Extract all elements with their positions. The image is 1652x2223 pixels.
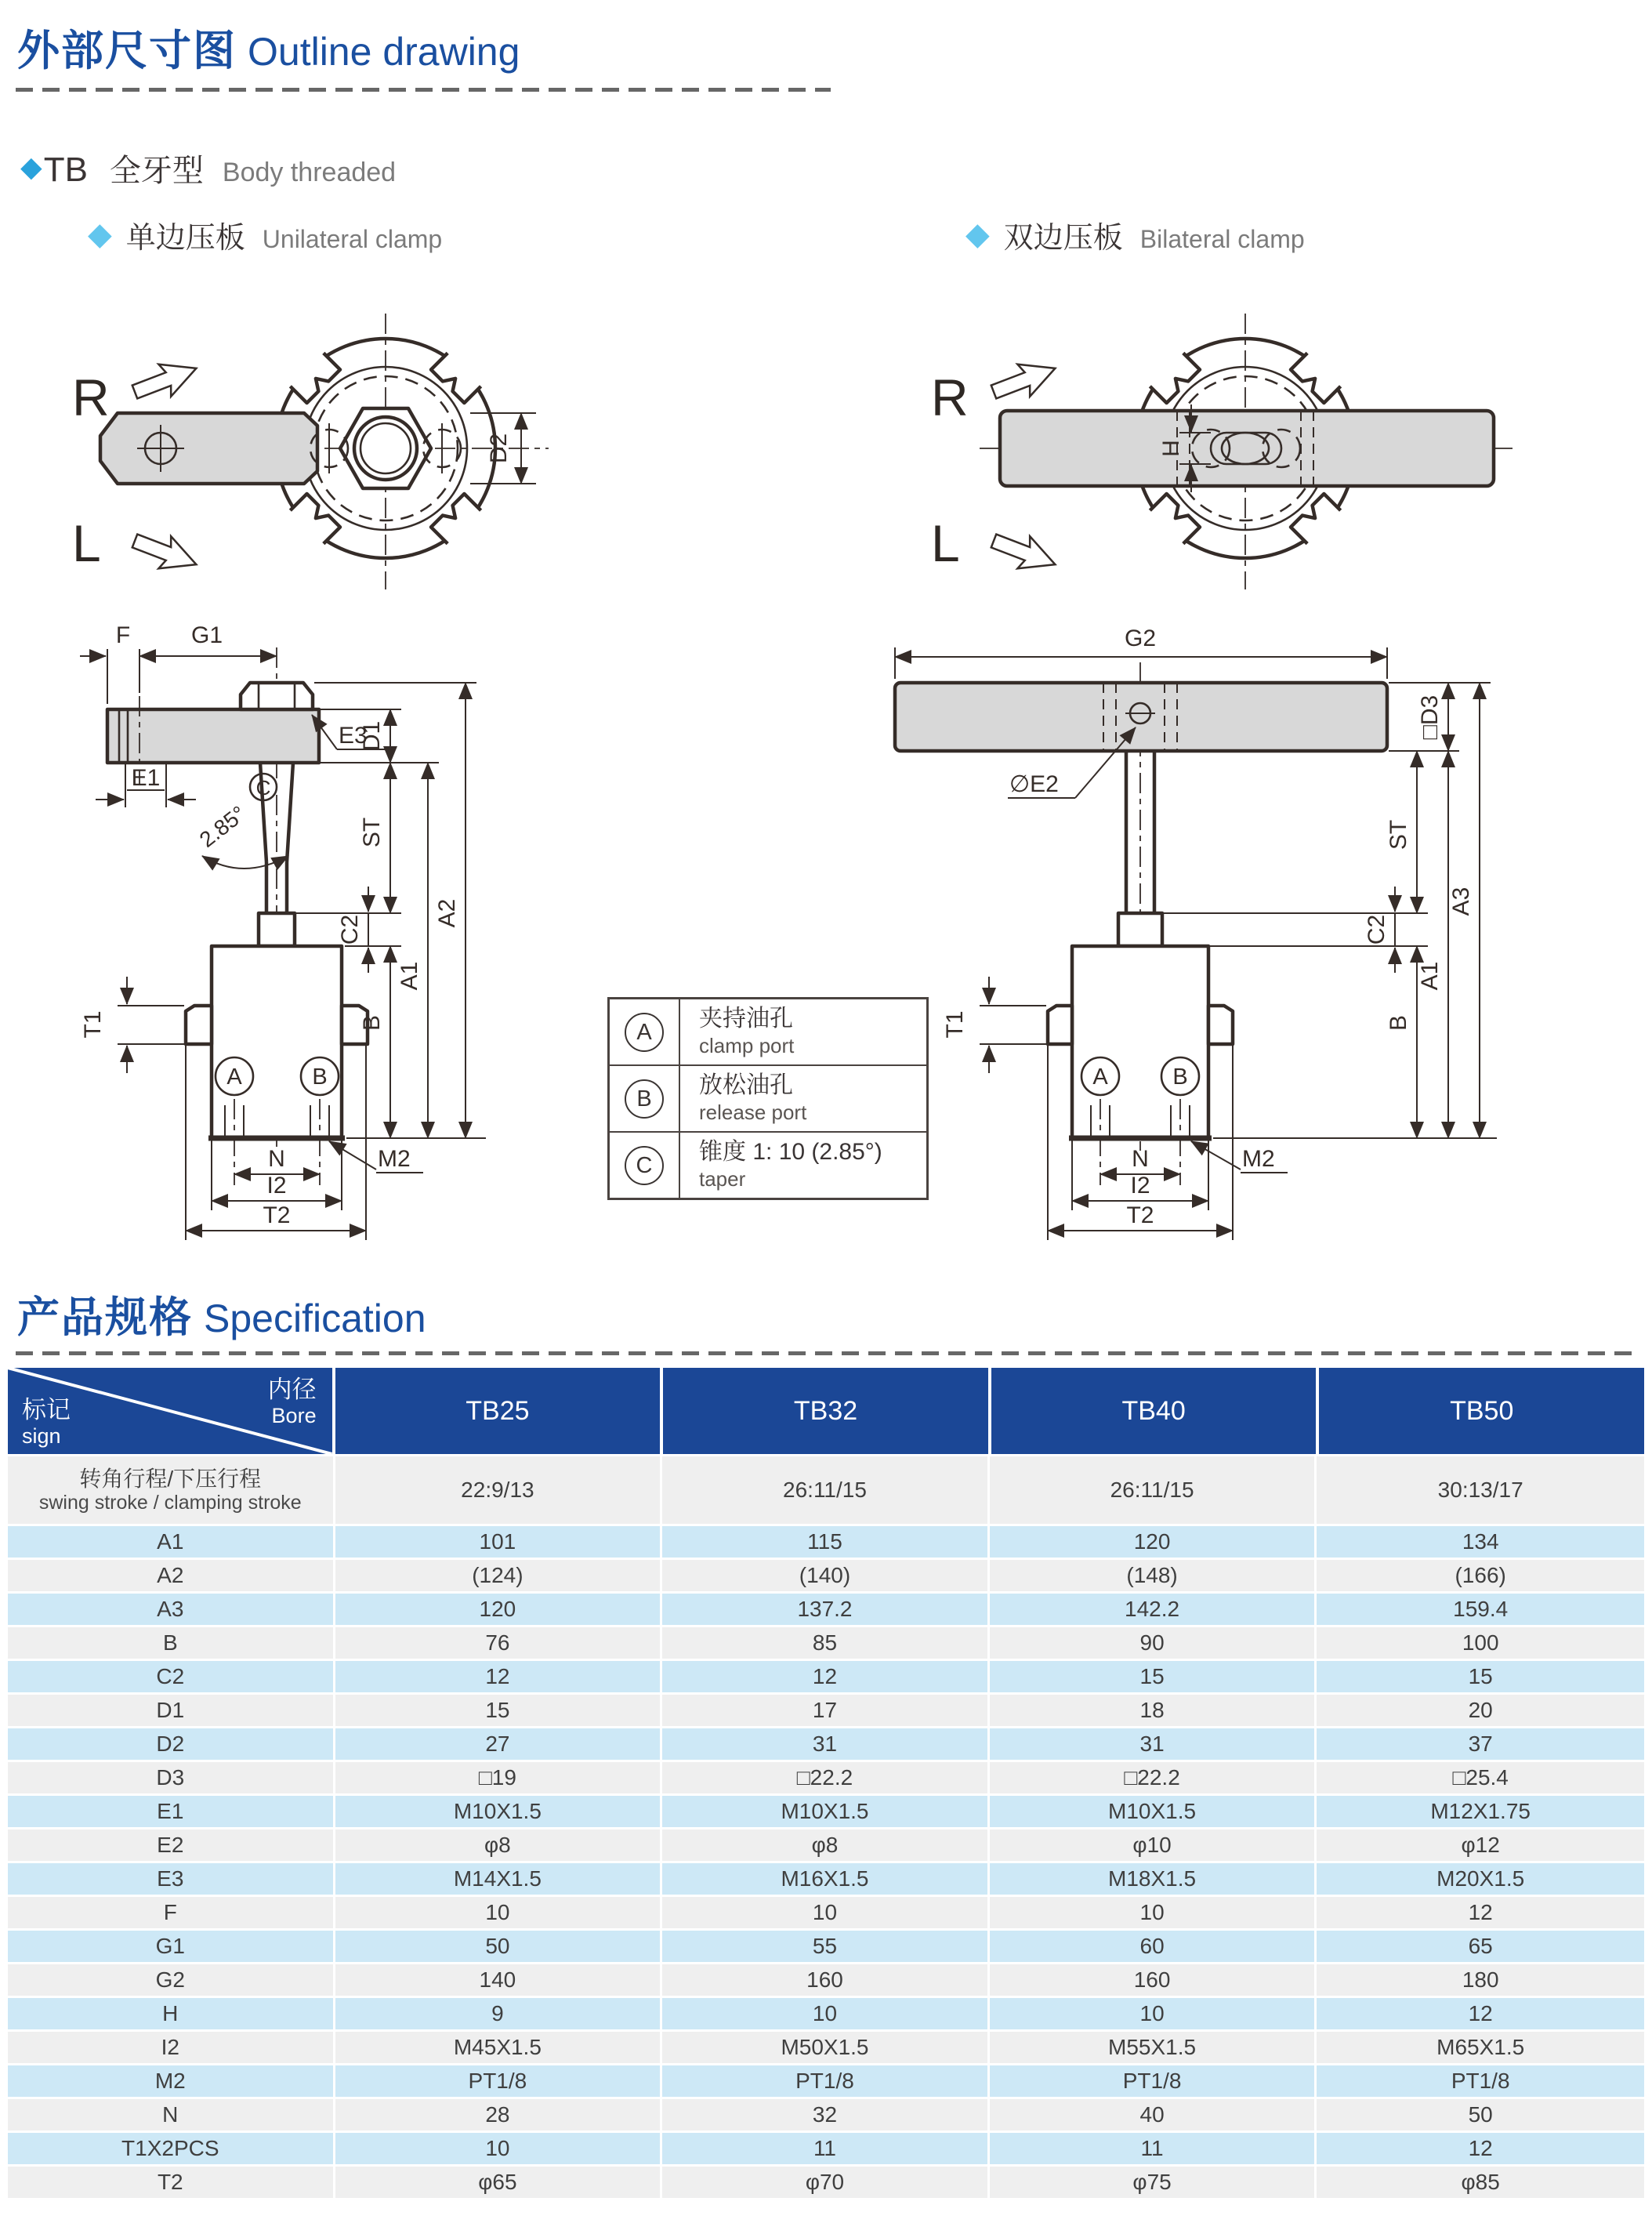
spec-cell: M12X1.75 (1317, 1796, 1644, 1827)
spec-cell: φ70 (662, 2167, 990, 2198)
dim-b: B (1386, 1014, 1411, 1032)
spec-cell: 142.2 (990, 1594, 1317, 1625)
spec-row-D3 (8, 1762, 1644, 1793)
taper-angle: 2.85° (194, 801, 251, 852)
spec-cell: M18X1.5 (990, 1863, 1317, 1895)
spec-cell: 65 (1317, 1931, 1644, 1962)
spec-row-sign: N (8, 2099, 335, 2131)
spec-cell: 115 (662, 1526, 990, 1558)
mount-tab-left (1048, 1006, 1072, 1044)
spec-cell: □19 (335, 1762, 663, 1793)
spec-cell: 100 (1317, 1627, 1644, 1659)
spec-cell: 10 (335, 2133, 663, 2164)
port-legend-table (607, 997, 929, 1200)
spec-row-sign: B (8, 1627, 335, 1659)
spec-cell: 9 (335, 1998, 663, 2029)
spec-cell: 50 (335, 1931, 663, 1962)
spec-cell: φ85 (1317, 2167, 1644, 2198)
spec-row-sign (8, 1456, 335, 1524)
dim-d1: D1 (359, 720, 385, 752)
corner-sign-en: sign (22, 1424, 61, 1448)
spec-row-sign: H (8, 1998, 335, 2029)
cylinder-body (212, 946, 342, 1138)
stroke-sign-en: swing stroke / clamping stroke (38, 1492, 302, 1514)
spec-cell: φ10 (990, 1830, 1317, 1861)
dim-d2: D2 (486, 433, 512, 464)
column-header-tb50: TB50 (1319, 1368, 1644, 1454)
bilateral-cn: 双边压板 (1003, 222, 1123, 255)
spec-row-sign: E2 (8, 1830, 335, 1861)
spec-cell: 120 (335, 1594, 663, 1625)
rotate-left-label: L (72, 514, 101, 572)
unilateral-top-view (72, 314, 549, 589)
spec-cell: 31 (990, 1728, 1317, 1760)
spec-cell: 12 (335, 1661, 663, 1692)
spec-cell: 11 (990, 2133, 1317, 2164)
spec-row-sign: T1X2PCS (8, 2133, 335, 2164)
legend-row-taper (610, 1133, 926, 1198)
spec-cell: 15 (335, 1695, 663, 1726)
rotate-left-label: L (931, 514, 960, 572)
spec-cell: PT1/8 (335, 2065, 663, 2097)
spec-row-sign: A3 (8, 1594, 335, 1625)
spec-cell: M65X1.5 (1317, 2032, 1644, 2063)
dim-t1: T1 (942, 1010, 968, 1039)
spec-cell: M20X1.5 (1317, 1863, 1644, 1895)
spec-cell: M55X1.5 (990, 2032, 1317, 2063)
column-header-tb40: TB40 (991, 1368, 1320, 1454)
spec-cell: 160 (662, 1964, 990, 1996)
spec-cell: 15 (1317, 1661, 1644, 1692)
dim-t2: T2 (263, 1202, 291, 1228)
spec-row-A3 (8, 1594, 1644, 1625)
spec-row-M2 (8, 2065, 1644, 2097)
spec-divider (16, 1351, 1636, 1355)
legend-en: taper (699, 1167, 746, 1191)
release-port-mark: B (312, 1064, 328, 1090)
column-header-tb32: TB32 (663, 1368, 991, 1454)
bilateral-side-view (895, 626, 1497, 1240)
spec-cell: 76 (335, 1627, 663, 1659)
column-header-tb25: TB25 (335, 1368, 664, 1454)
specification-title (17, 1284, 426, 1344)
spec-cell: (166) (1317, 1560, 1644, 1591)
cylinder-body (1072, 946, 1208, 1138)
rotate-right-label: R (72, 368, 110, 426)
bilateral-top-view (931, 314, 1513, 589)
hex-nut-side (241, 683, 313, 709)
spec-cell: 140 (335, 1964, 663, 1996)
spec-cell: 37 (1317, 1728, 1644, 1760)
spec-cell: 26:11/15 (990, 1456, 1317, 1524)
dim-h: H (1158, 440, 1184, 457)
legend-cn: 锥度 1: 10 (2.85°) (699, 1139, 882, 1165)
mount-tab-right (1208, 1006, 1233, 1044)
rotate-right-arrow-icon (987, 352, 1061, 408)
spec-row-I2 (8, 2032, 1644, 2063)
spec-cell: 159.4 (1317, 1594, 1644, 1625)
dim-m2: M2 (378, 1146, 411, 1172)
spec-cell: 10 (662, 1897, 990, 1928)
spec-cell: 28 (335, 2099, 663, 2131)
dim-a1: A1 (397, 961, 422, 991)
spec-cell: 160 (990, 1964, 1317, 1996)
dim-i2: I2 (266, 1173, 287, 1199)
spec-cell: 15 (990, 1661, 1317, 1692)
dim-a2: A2 (434, 898, 460, 928)
dim-t2: T2 (1126, 1202, 1154, 1228)
spec-cell: 22:9/13 (335, 1456, 663, 1524)
spec-cell: 17 (662, 1695, 990, 1726)
spec-row-T2 (8, 2167, 1644, 2198)
spec-cell: φ8 (662, 1830, 990, 1861)
spec-row-C2 (8, 1661, 1644, 1692)
unilateral-cn: 单边压板 (125, 222, 245, 255)
clamp-bar-side (895, 683, 1387, 751)
spec-cell: M10X1.5 (335, 1796, 663, 1827)
spec-cell: 26:11/15 (662, 1456, 990, 1524)
spec-row-stroke (8, 1456, 1644, 1524)
spec-cell: M14X1.5 (335, 1863, 663, 1895)
spec-row-sign: T2 (8, 2167, 335, 2198)
spec-row-E3 (8, 1863, 1644, 1895)
spec-cell: (148) (990, 1560, 1317, 1591)
clamp-bar-top (1000, 411, 1494, 486)
dim-e2: ∅E2 (1009, 771, 1059, 797)
legend-cn: 放松油孔 (699, 1072, 793, 1098)
outline-title-en: Outline drawing (248, 30, 520, 74)
taper-mark: C (625, 1146, 664, 1185)
spec-cell: (140) (662, 1560, 990, 1591)
spec-cell: 50 (1317, 2099, 1644, 2131)
dim-d3: □D3 (1417, 694, 1443, 740)
spec-cell: M45X1.5 (335, 2032, 663, 2063)
series-code: TB (43, 150, 88, 189)
spec-row-A1 (8, 1526, 1644, 1558)
spec-cell: (124) (335, 1560, 663, 1591)
spec-cell: 40 (990, 2099, 1317, 2131)
spec-cell: 31 (662, 1728, 990, 1760)
release-port-mark: B (1172, 1064, 1188, 1090)
dim-e1: E1 (131, 765, 161, 791)
spec-cell: 101 (335, 1526, 663, 1558)
spec-table-header (8, 1368, 1644, 1454)
spec-row-A2 (8, 1560, 1644, 1591)
spec-cell: PT1/8 (662, 2065, 990, 2097)
bilateral-en: Bilateral clamp (1139, 225, 1305, 253)
dim-b: B (359, 1014, 385, 1032)
dim-g2: G2 (1124, 626, 1157, 651)
spec-cell: 120 (990, 1526, 1317, 1558)
dim-a1: A1 (1417, 961, 1443, 991)
spec-row-sign: D2 (8, 1728, 335, 1760)
rotate-left-arrow-icon (129, 524, 202, 580)
spec-cell: M50X1.5 (662, 2032, 990, 2063)
spec-row-E1 (8, 1796, 1644, 1827)
spec-cell: φ12 (1317, 1830, 1644, 1861)
spec-row-D1 (8, 1695, 1644, 1726)
specification-table (8, 1368, 1644, 2200)
spec-cell: 137.2 (662, 1594, 990, 1625)
spec-title-en: Specification (204, 1296, 426, 1340)
spec-row-G2 (8, 1964, 1644, 1996)
spec-row-N (8, 2099, 1644, 2131)
spec-cell: 32 (662, 2099, 990, 2131)
spec-cell: 12 (662, 1661, 990, 1692)
stroke-sign-cn: 转角行程/下压行程 (79, 1467, 262, 1491)
dim-e3: E3 (339, 723, 368, 749)
dim-i2: I2 (1130, 1173, 1150, 1199)
spec-cell: M10X1.5 (990, 1796, 1317, 1827)
legend-en: release port (699, 1101, 807, 1124)
legend-en: clamp port (699, 1034, 795, 1057)
series-name-en: Body threaded (222, 158, 397, 187)
spec-cell: φ8 (335, 1830, 663, 1861)
spec-row-T1X2PCS (8, 2133, 1644, 2164)
spec-cell: 60 (990, 1931, 1317, 1962)
spec-row-sign: E3 (8, 1863, 335, 1895)
spec-cell: M10X1.5 (662, 1796, 990, 1827)
dim-a3: A3 (1448, 887, 1474, 916)
spec-row-E2 (8, 1830, 1644, 1861)
corner-bore-en: Bore (271, 1404, 317, 1427)
spec-cell: 12 (1317, 2133, 1644, 2164)
spec-cell: 10 (662, 1998, 990, 2029)
spec-cell: 27 (335, 1728, 663, 1760)
taper-mark: C (255, 776, 271, 800)
dim-g1: G1 (190, 622, 223, 648)
spec-cell: 180 (1317, 1964, 1644, 1996)
mount-tab-left (186, 1006, 212, 1044)
dim-st: ST (1386, 819, 1411, 850)
dim-c2: C2 (337, 914, 363, 945)
spec-row-sign: G2 (8, 1964, 335, 1996)
dim-n: N (1132, 1146, 1149, 1172)
clamp-port-mark: A (226, 1064, 242, 1090)
spec-cell: 134 (1317, 1526, 1644, 1558)
legend-cn: 夹持油孔 (699, 1006, 793, 1032)
unilateral-en: Unilateral clamp (262, 225, 443, 253)
spec-cell: 10 (990, 1998, 1317, 2029)
spec-cell: 18 (990, 1695, 1317, 1726)
spec-cell: 11 (662, 2133, 990, 2164)
series-name-cn: 全牙型 (109, 154, 204, 188)
spec-cell: 12 (1317, 1998, 1644, 2029)
clamp-arm-top (100, 413, 317, 484)
clamp-port-mark: A (625, 1013, 664, 1052)
spec-cell: 30:13/17 (1317, 1456, 1644, 1524)
spec-row-B (8, 1627, 1644, 1659)
spec-row-H (8, 1998, 1644, 2029)
spec-cell: □25.4 (1317, 1762, 1644, 1793)
spec-cell: 12 (1317, 1897, 1644, 1928)
spec-row-F (8, 1897, 1644, 1928)
spec-row-sign: A1 (8, 1526, 335, 1558)
rotate-left-arrow-icon (987, 524, 1061, 580)
spec-row-sign: D1 (8, 1695, 335, 1726)
spec-cell: 20 (1317, 1695, 1644, 1726)
spec-cell: 10 (335, 1897, 663, 1928)
spec-row-sign: G1 (8, 1931, 335, 1962)
spec-cell: □22.2 (990, 1762, 1317, 1793)
dim-f: F (115, 622, 131, 648)
release-port-mark: B (625, 1079, 664, 1119)
spec-row-sign: E1 (8, 1796, 335, 1827)
spec-cell: □22.2 (662, 1762, 990, 1793)
clamp-port-mark: A (1092, 1064, 1108, 1090)
dim-n: N (268, 1146, 285, 1172)
spec-cell: PT1/8 (1317, 2065, 1644, 2097)
dim-st: ST (359, 817, 385, 848)
spec-cell: 10 (990, 1897, 1317, 1928)
corner-sign-cn: 标记 (22, 1396, 71, 1423)
spec-row-sign: I2 (8, 2032, 335, 2063)
corner-bore-cn: 内径 (267, 1376, 317, 1403)
spec-cell: φ75 (990, 2167, 1317, 2198)
dim-m2: M2 (1242, 1146, 1275, 1172)
spec-cell: 90 (990, 1627, 1317, 1659)
unilateral-side-view (80, 622, 486, 1240)
diamond-icon: ◆ (965, 217, 990, 252)
spec-row-D2 (8, 1728, 1644, 1760)
spec-cell: 85 (662, 1627, 990, 1659)
spec-row-sign: D3 (8, 1762, 335, 1793)
legend-row-clamp-port (610, 999, 926, 1066)
outline-title-cn: 外部尺寸图 (17, 27, 237, 74)
spec-row-sign: C2 (8, 1661, 335, 1692)
dim-c2: C2 (1364, 914, 1389, 945)
diamond-icon: ◆ (20, 150, 42, 183)
spec-table-body (8, 1526, 1644, 2198)
spec-row-sign: M2 (8, 2065, 335, 2097)
spec-cell: φ65 (335, 2167, 663, 2198)
spec-cell: PT1/8 (990, 2065, 1317, 2097)
spec-title-cn: 产品规格 (17, 1294, 193, 1341)
dim-t1: T1 (80, 1010, 106, 1039)
rotate-right-label: R (931, 368, 969, 426)
diamond-icon: ◆ (88, 217, 112, 252)
spec-row-sign: F (8, 1897, 335, 1928)
rotate-right-arrow-icon (129, 352, 202, 408)
spec-corner-cell (8, 1368, 335, 1454)
legend-row-release-port (610, 1066, 926, 1133)
spec-cell: 55 (662, 1931, 990, 1962)
spec-cell: M16X1.5 (662, 1863, 990, 1895)
spec-row-G1 (8, 1931, 1644, 1962)
spec-row-sign: A2 (8, 1560, 335, 1591)
